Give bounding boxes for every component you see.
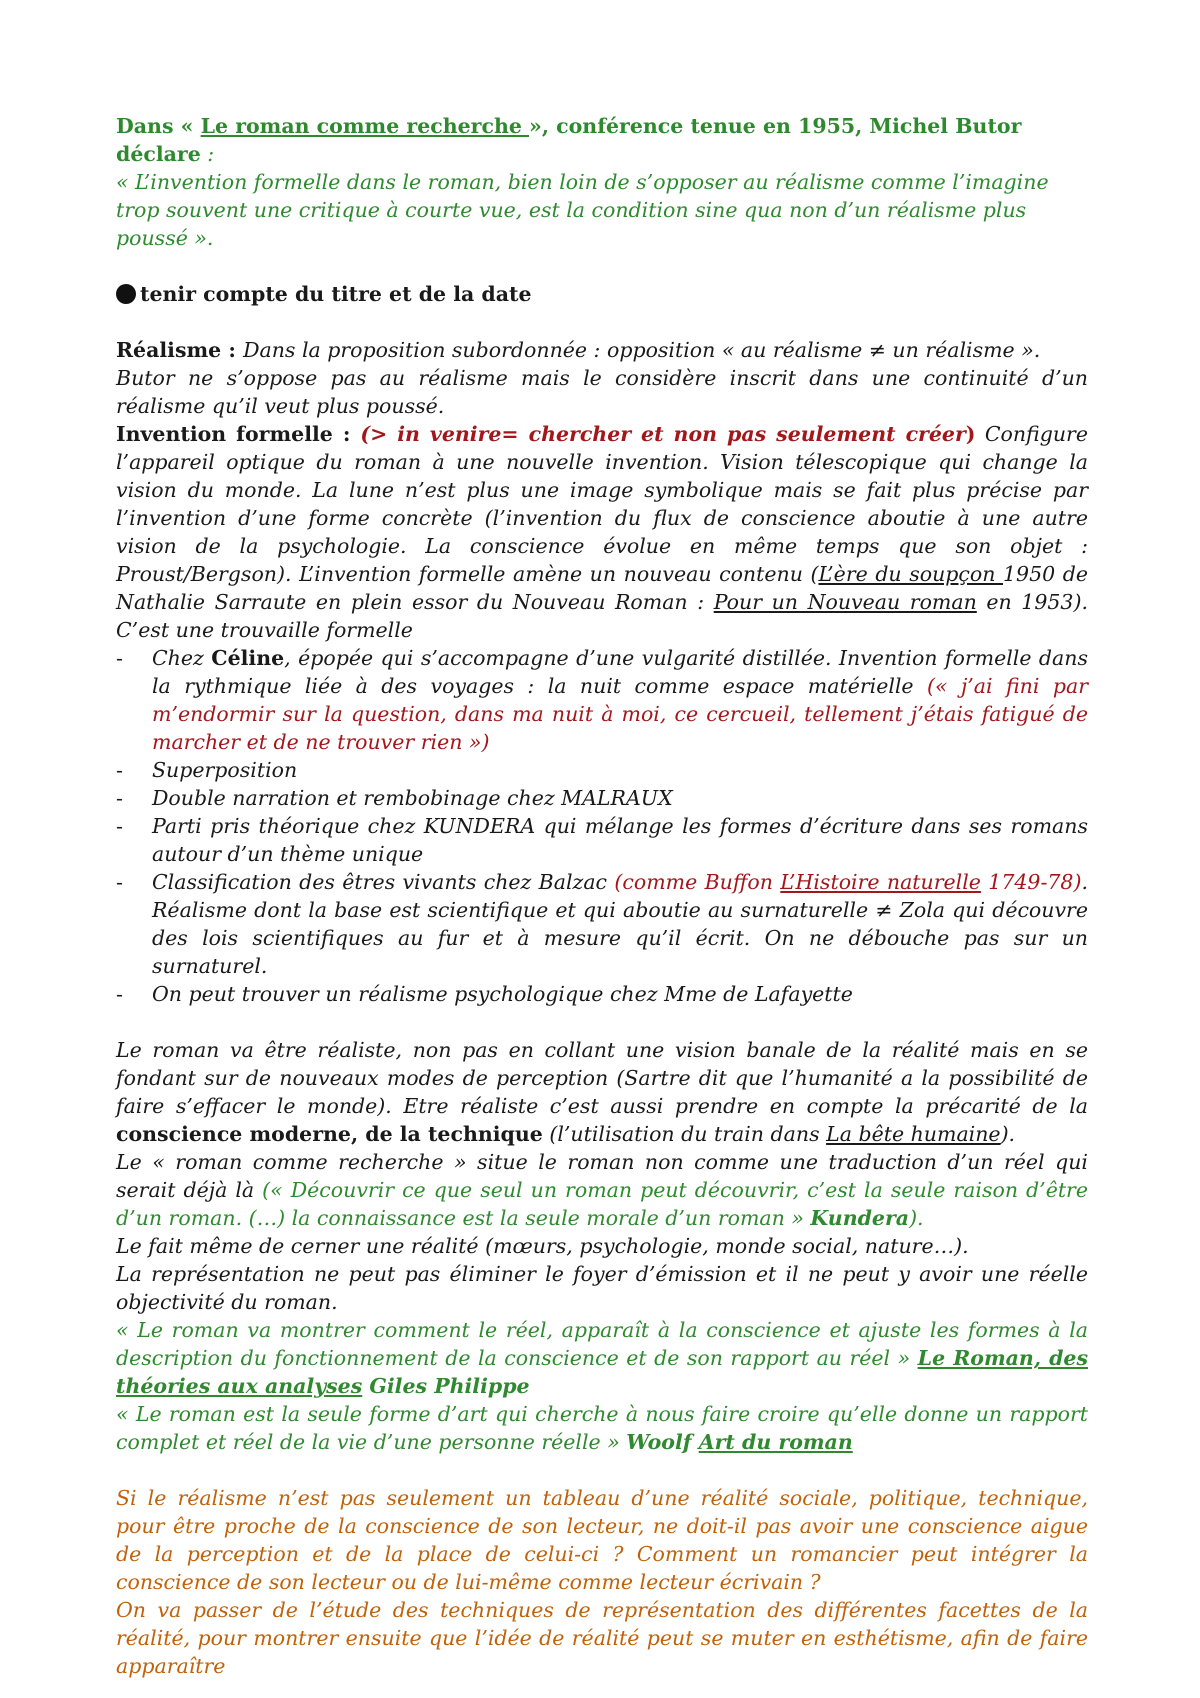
spacer bbox=[116, 1008, 1088, 1036]
list-item-balzac bbox=[116, 868, 1088, 980]
celine-name: Céline bbox=[211, 646, 285, 670]
dash-marker: - bbox=[116, 758, 123, 782]
dash-marker: - bbox=[116, 786, 123, 810]
kundera-author: Kundera bbox=[810, 1206, 910, 1230]
spacer bbox=[116, 308, 1088, 336]
list-item-celine bbox=[116, 644, 1088, 756]
list-item-malraux bbox=[116, 784, 1088, 812]
body-p1-close: ). bbox=[1000, 1122, 1016, 1146]
intro-lead-rest: », conférence tenue en 1955, Michel Butor déclare bbox=[116, 114, 1022, 166]
woolf-quote-text: « Le roman est la seule forme d’art qui cherche à nous faire croire qu’elle donne un rapport complet et réel de la vie d’une personne réelle » bbox=[116, 1402, 1088, 1454]
book-ere-du-soupcon: L’ère du soupçon bbox=[818, 562, 1003, 586]
invention-label: Invention formelle : bbox=[116, 422, 361, 446]
kundera-quote: (« Découvrir ce que seul un roman peut découvrir, c’est la seule raison d’être d’un roman. (…) la connaissance est la seule morale d’un roman » bbox=[116, 1178, 1088, 1230]
invention-text-2: 1950 de Nathalie Sarraute en plein essor du Nouveau Roman : bbox=[116, 562, 1088, 614]
black-circle-icon bbox=[116, 284, 136, 304]
book-la-bete-humaine: La bête humaine bbox=[826, 1122, 1001, 1146]
dash-marker: - bbox=[116, 814, 123, 838]
body-p2-text: Le « roman comme recherche » situe le roman non comme une traduction d’un réel qui serait déjà là bbox=[116, 1150, 1088, 1202]
philippe-quote-text: « Le roman va montrer comment le réel, apparaît à la conscience et ajuste les formes à la description du fonctionnement de la conscience et de son rapport au réel » bbox=[116, 1318, 1088, 1370]
body-p1-text: Le roman va être réaliste, non pas en collant une vision banale de la réalité mais en se fondant sur de nouveaux modes de perception (Sartre dit que l’humanité a la possibilité de faire s’effacer le monde). Etre réaliste c’est aussi prendre en compte la précarité de la bbox=[116, 1038, 1088, 1118]
dash-marker: - bbox=[116, 646, 123, 670]
method-heading bbox=[116, 280, 1088, 308]
intro-lead: Dans « bbox=[116, 114, 201, 138]
method-heading-text: tenir compte du titre et de la date bbox=[140, 282, 532, 306]
invention-text-3: en 1953). C’est une trouvaille formelle bbox=[116, 590, 1088, 642]
celine-text: , épopée qui s’accompagne d’une vulgarité distillée. Invention formelle dans la rythmique liée à des voyages : la nuit comme espace matérielle bbox=[152, 646, 1088, 698]
body-paragraph-4: La représentation ne peut pas éliminer le foyer d’émission et il ne peut y avoir une réelle objectivité du roman. bbox=[116, 1262, 1088, 1314]
body-p1-text-2: (l’utilisation du train dans bbox=[542, 1122, 827, 1146]
realisme-paragraph bbox=[116, 336, 1088, 364]
realisme-line2: Butor ne s’oppose pas au réalisme mais le considère inscrit dans une continuité d’un réalisme qu’il veut plus poussé. bbox=[116, 366, 1088, 418]
intro-heading bbox=[116, 112, 1088, 168]
woolf-author: Woolf bbox=[626, 1430, 699, 1454]
book-art-du-roman: Art du roman bbox=[698, 1430, 853, 1454]
invention-etymology-close: ) bbox=[965, 422, 976, 446]
body-paragraph-3: Le fait même de cerner une réalité (mœurs, psychologie, monde social, nature…). bbox=[116, 1234, 969, 1258]
balzac-buffon: (comme Buffon bbox=[614, 870, 781, 894]
butor-quote: « L’invention formelle dans le roman, bien loin de s’opposer au réalisme comme l’imagine trop souvent une critique à courte vue, est la condition sine qua non d’un réalisme plus poussé ». bbox=[116, 170, 1049, 250]
intro-lecture-title: Le roman comme recherche bbox=[200, 114, 530, 138]
malraux-text: Double narration et rembobinage chez MALRAUX bbox=[152, 786, 673, 810]
celine-lead: Chez bbox=[152, 646, 212, 670]
problematique-paragraph-1: Si le réalisme n’est pas seulement un tableau d’une réalité sociale, politique, technique, pour être proche de la conscience de son lecteur, ne doit-il pas avoir une conscience aigue de la perception et de la place de celui-ci ? Comment un romancier peut intégrer la conscience de son lecteur ou de lui-même comme lecteur écrivain ? bbox=[116, 1486, 1088, 1594]
kundera-text: Parti pris théorique chez KUNDERA qui mélange les formes d’écriture dans ses romans autour d’un thème unique bbox=[152, 814, 1088, 866]
invention-paragraph bbox=[116, 420, 1088, 644]
body-paragraph-1 bbox=[116, 1036, 1088, 1148]
woolf-quote bbox=[116, 1400, 1088, 1456]
dash-marker: - bbox=[116, 982, 123, 1006]
spacer bbox=[116, 1456, 1088, 1484]
invention-etymology: (> in venire= chercher et non pas seulement créer bbox=[360, 422, 966, 446]
examples-list bbox=[116, 644, 1088, 1008]
list-item-superposition bbox=[116, 756, 1088, 784]
invention-text-1: Configure l’appareil optique du roman à une nouvelle invention. Vision télescopique qui change la vision du monde. La lune n’est plus une image symbolique mais se fait plus précise par l’invention d’une forme concrète (l’invention du flux de conscience aboutie à une autre vision de la psychologie. La conscience évolue en même temps que son objet : Proust/Bergson). L’invention formelle amène un nouveau contenu ( bbox=[116, 422, 1088, 586]
problematique-paragraph-2: On va passer de l’étude des techniques de représentation des différentes facettes de la réalité, pour montrer ensuite que l’idée de réalité peut se muter en esthétisme, afin de faire apparaître bbox=[116, 1598, 1088, 1678]
intro-colon: : bbox=[200, 142, 215, 166]
kundera-quote-close: ). bbox=[909, 1206, 924, 1230]
balzac-date: 1749-78) bbox=[980, 870, 1082, 894]
book-pour-un-nouveau-roman: Pour un Nouveau roman bbox=[713, 590, 977, 614]
philippe-author: Giles Philippe bbox=[362, 1374, 530, 1398]
book-histoire-naturelle: L’Histoire naturelle bbox=[780, 870, 981, 894]
realisme-label: Réalisme : bbox=[116, 338, 244, 362]
superposition-text: Superposition bbox=[152, 758, 298, 782]
lafayette-text: On peut trouver un réalisme psychologique chez Mme de Lafayette bbox=[152, 982, 853, 1006]
philippe-quote bbox=[116, 1316, 1088, 1400]
body-p1-emphasis: conscience moderne, de la technique bbox=[116, 1122, 543, 1146]
list-item-lafayette bbox=[116, 980, 1088, 1008]
dash-marker: - bbox=[116, 870, 123, 894]
celine-quote: (« j’ai fini par m’endormir sur la question, dans ma nuit à moi, ce cercueil, tellement j’étais fatigué de marcher et de ne trouver rien ») bbox=[152, 674, 1088, 754]
body-paragraph-2 bbox=[116, 1148, 1088, 1232]
balzac-text: . Réalisme dont la base est scientifique et qui aboutie au surnaturelle ≠ Zola qui découvre des lois scientifiques au fur et à mesure qu’il écrit. On ne débouche pas sur un surnaturel. bbox=[152, 870, 1088, 978]
spacer bbox=[116, 252, 1088, 280]
book-le-roman-des-theories: Le Roman, des théories aux analyses bbox=[116, 1346, 1088, 1398]
balzac-lead: Classification des êtres vivants chez Balzac bbox=[152, 870, 615, 894]
realisme-line1: Dans la proposition subordonnée : opposition « au réalisme ≠ un réalisme ». bbox=[243, 338, 1041, 362]
list-item-kundera bbox=[116, 812, 1088, 868]
